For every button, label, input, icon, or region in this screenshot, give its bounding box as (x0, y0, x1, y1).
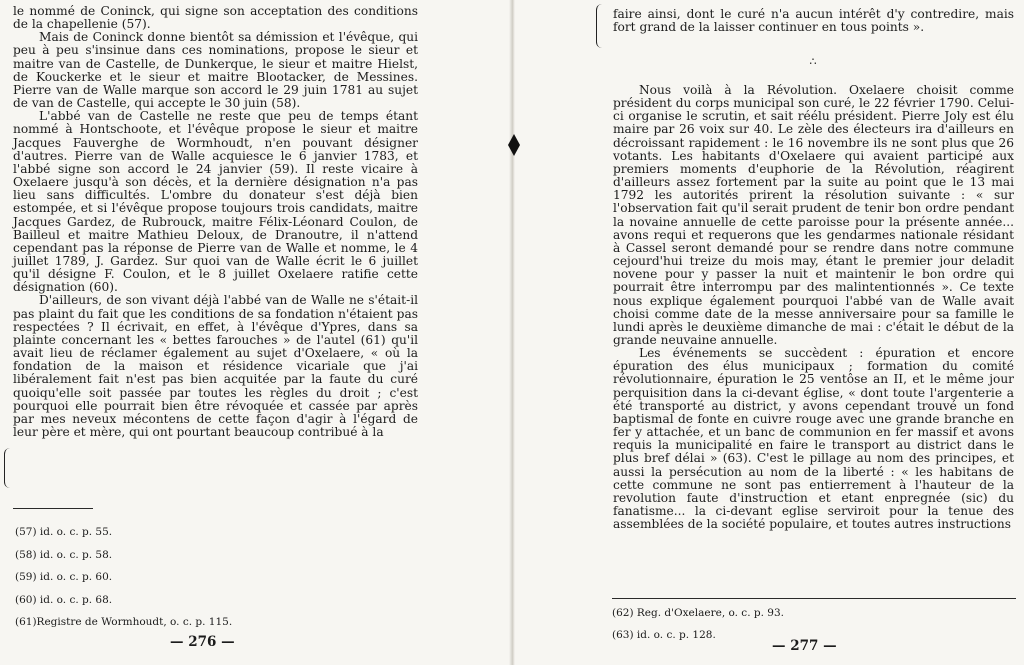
paragraph: Les événements se succèdent : épuration et encore épuration des élus municipaux ; formation du comité révolutionnaire, épuration le 25 ventôse an II, et le même jour perquisition dans la ci-devant église, « dont toute l'argenterie a été transporté au district, y avons cependant trouvé un fond baptismal de fonte en cuivre rouge avec une grande branche en fer y attachée, et un banc de communion en fer massif et avons requis la municipalité en faire le transport au district dans le plus bref délai » (63). C'est le pillage au nom des principes, et aussi la persécution au nom de la liberté : « les habitans de cette commune ne sont pas entierrement à l'hauteur de la revolution faute d'instruction et etant enpregnée (sic) du fanatisme... la ci-devant eglise serviroit pour la tenue des assemblées de la société populaire, et toutes autres instructions (613, 346, 1014, 532)
paragraph: D'ailleurs, de son vivant déjà l'abbé van de Walle ne s'était-il pas plaint du fait que les conditions de sa fondation n'étaient pas respectées ? Il écrivait, en effet, à l'évêque d'Ypres, dans sa plainte concernant les « bettes farouches » de l'autel (61) qu'il avait lieu de réclamer également au sujet d'Oxelaere, « où la fondation de la maison et résidence vicariale que j'ai libéralement fait n'est pas bien acquitée par la faute du curé quoiqu'elle soit passée par toutes les règles du droit ; c'est pourquoi elle pourrait bien être révoquée et cassée par après par mes neveux mécontens de cette façon d'agir à l'égard de leur père et mère, qui ont pourtant beaucoup contribué à la (13, 293, 418, 439)
footnote: (58) id. o. c. p. 58. (15, 548, 113, 561)
paragraph: L'abbé van de Castelle ne reste que peu de temps étant nommé à Hontschoote, et l'évêque propose le sieur et maitre Jacques Fauverghe de Wormhoudt, n'en pouvant désigner d'autres. Pierre van de Walle acquiesce le 6 janvier 1783, et l'abbé signe son accord le 24 janvier (59). Il reste vicaire à Oxelaere jusqu'à son décès, et la dernière désignation n'a pas lieu sans difficultés. L'ombre du donateur s'est déjà bien estompée, et si l'évêque propose toujours trois candidats, maitre Jacques Gardez, de Rubrouck, maitre Félix-Léonard Coulon, de Bailleul et maitre Mathieu Deloux, de Dranoutre, il n'attend cependant pas la réponse de Pierre van de Walle et nomme, le 4 juillet 1789, J. Gardez. Sur quoi van de Walle écrit le 6 juillet qu'il désigne F. Coulon, et le 8 juillet Oxelaere ratifie cette désignation (60). (13, 109, 418, 295)
footnote: (57) id. o. c. p. 55. (15, 526, 113, 538)
footnote: (59) id. o. c. p. 60. (15, 571, 113, 583)
footnote: (63) id. o. c. p. 128. (612, 629, 716, 641)
paragraph: faire ainsi, dont le curé n'a aucun intérêt d'y contredire, mais fort grand de la laisser continuer en tous points ». (613, 7, 1014, 35)
right-page-top-text (613, 8, 1014, 34)
footnote-rule (13, 508, 93, 509)
right-margin-bracket (596, 4, 603, 48)
paragraph: le nommé de Coninck, qui signe son acceptation des conditions de la chapellenie (57). (13, 4, 418, 32)
right-page-body (613, 84, 1014, 531)
left-footnotes (15, 524, 395, 637)
footnote: (62) Reg. d'Oxelaere, o. c. p. 93. (612, 607, 784, 619)
section-ornament: ∴ (809, 55, 817, 68)
page-number: — 276 — (170, 634, 235, 650)
footnote: (61)Registre de Wormhoudt, o. c. p. 115. (15, 616, 233, 628)
left-margin-bracket (4, 448, 11, 488)
paragraph: Mais de Coninck donne bientôt sa démission et l'évêque, qui peu à peu s'insinue dans ces nominations, propose le sieur et maitre van de Castelle, de Dunkerque, le sieur et maitre Hielst, de Kouckerke et le sieur et maitre Blootacker, de Messines. Pierre van de Walle marque son accord le 29 juin 1781 au sujet de van de Castelle, qui accepte le 30 juin (58). (13, 30, 418, 111)
footnote: (60) id. o. c. p. 68. (15, 593, 113, 606)
page-number: — 277 — (772, 638, 837, 654)
footnote-rule (612, 598, 1016, 599)
book-gutter (509, 0, 515, 665)
left-page-body (13, 5, 418, 439)
paragraph: Nous voilà à la Révolution. Oxelaere choisit comme président du corps municipal son curé, le 22 février 1790. Celui-ci organise le scrutin, et sait réélu président. Pierre Joly est élu maire par 26 voix sur 40. Le zèle des électeurs ira d'ailleurs en décroissant rapidement : le 16 novembre ils ne sont plus que 26 votants. Les habitants d'Oxelaere qui avaient participé aux premiers moments d'euphorie de la Révolution, réagirent d'ailleurs assez fortement par la suite au point que le 13 mai 1792 les autorités prirent la résolution suivante : « sur l'observation fait qu'il serait prudent de tenir bon ordre pendant la novaine annuelle de cette paroisse pour la présente année... avons requi et requerons que les gendarmes nationale résidant à Cassel seront demandé pour se rendre dans notre commune cejourd'hui treize du mois may, étant le premier jour deladit novene pour y passer la nuit et maintenir le bon ordre qui pourrait être interrompu par des malintentionnés ». Ce texte nous explique également pourquoi l'abbé van de Walle avait choisi comme date de la messe anniversaire pour sa famille le lundi après le deuxième dimanche de mai : c'était le début de la grande neuvaine annuelle. (613, 83, 1014, 347)
